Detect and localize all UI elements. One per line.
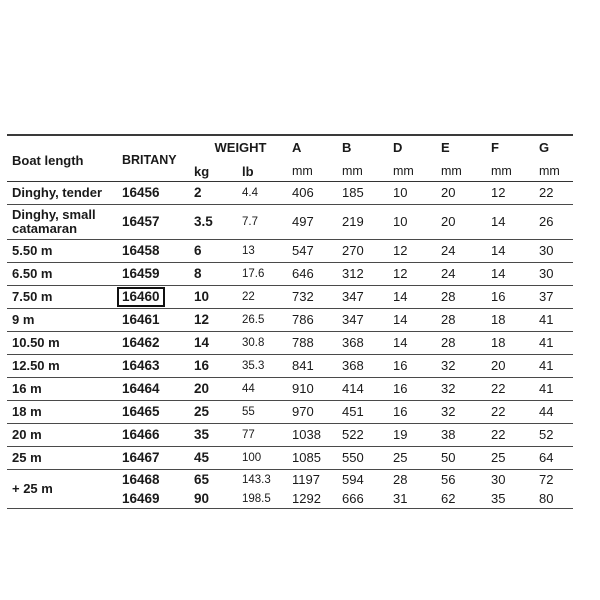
dimension-g-cell: 64 xyxy=(539,450,554,465)
britany-ref-cell: 16462 xyxy=(122,335,160,350)
dimension-a-cell: 786 xyxy=(292,312,314,327)
table-body xyxy=(7,182,573,509)
dimension-f-cell: 18 xyxy=(491,312,506,327)
boat-length-cell: 6.50 m xyxy=(12,266,53,281)
dimension-a-cell: 406 xyxy=(292,185,314,200)
weight-kg-cell: 10 xyxy=(194,289,210,304)
dimension-b-cell: 368 xyxy=(342,358,364,373)
boat-length-cell: 12.50 m xyxy=(12,358,60,373)
dimension-d-cell: 10 xyxy=(393,214,408,229)
dimension-f-cell: 22 xyxy=(491,381,506,396)
weight-kg-cell: 20 xyxy=(194,381,210,396)
table-row xyxy=(7,470,573,490)
dimension-g-cell: 80 xyxy=(539,490,554,506)
dimension-a-cell: 547 xyxy=(292,243,314,258)
britany-ref-cell: 16458 xyxy=(122,243,160,258)
dimension-f-cell: 14 xyxy=(491,243,506,258)
dimension-d-cell: 25 xyxy=(393,450,408,465)
britany-ref-cell: 16469 xyxy=(122,490,160,506)
dimension-e-cell: 62 xyxy=(441,490,456,506)
table-row xyxy=(7,286,573,309)
table-row xyxy=(7,263,573,286)
weight-lb-cell: 30.8 xyxy=(242,337,265,349)
table-row xyxy=(7,401,573,424)
dimension-e-cell: 24 xyxy=(441,243,456,258)
header-col-e: E xyxy=(441,140,450,155)
dimension-b-cell: 522 xyxy=(342,427,364,442)
boat-length-cell: Dinghy, small catamaran xyxy=(12,207,96,236)
highlighted-ref-box: 16460 xyxy=(117,287,165,307)
dimension-b-cell: 666 xyxy=(342,490,364,506)
table-row xyxy=(7,240,573,263)
dimension-e-cell: 56 xyxy=(441,471,456,487)
dimension-b-cell: 594 xyxy=(342,471,364,487)
dimension-f-cell: 14 xyxy=(491,214,506,229)
header-col-g: G xyxy=(539,140,550,155)
table-row xyxy=(7,332,573,355)
dimension-f-cell: 35 xyxy=(491,490,506,506)
weight-lb-cell: 100 xyxy=(242,452,262,464)
boat-length-cell: 20 m xyxy=(12,427,42,442)
dimension-g-cell: 72 xyxy=(539,471,554,487)
dimension-f-cell: 20 xyxy=(491,358,506,373)
dimension-b-cell: 550 xyxy=(342,450,364,465)
dimension-b-cell: 414 xyxy=(342,381,364,396)
weight-lb-cell: 7.7 xyxy=(242,216,258,228)
weight-lb-cell: 198.5 xyxy=(242,492,271,505)
weight-lb-cell: 26.5 xyxy=(242,314,265,326)
dimension-a-cell: 646 xyxy=(292,266,314,281)
dimension-b-cell: 312 xyxy=(342,266,364,281)
header-unit-d: mm xyxy=(393,164,414,178)
dimension-b-cell: 185 xyxy=(342,185,364,200)
dimension-g-cell: 41 xyxy=(539,312,554,327)
boat-length-cell: 5.50 m xyxy=(12,243,53,258)
dimension-a-cell: 1292 xyxy=(292,490,321,506)
dimension-f-cell: 22 xyxy=(491,404,506,419)
weight-lb-cell: 143.3 xyxy=(242,473,271,486)
boat-length-cell: 16 m xyxy=(12,381,42,396)
table-row xyxy=(7,205,573,240)
dimension-b-cell: 219 xyxy=(342,214,364,229)
header-col-a: A xyxy=(292,140,302,155)
dimension-a-cell: 970 xyxy=(292,404,314,419)
dimension-a-cell: 1197 xyxy=(292,471,320,487)
dimension-b-cell: 347 xyxy=(342,312,364,327)
britany-ref-cell: 16456 xyxy=(122,185,160,200)
dimension-d-cell: 12 xyxy=(393,243,408,258)
dimension-g-cell: 41 xyxy=(539,335,554,350)
britany-ref-cell: 16459 xyxy=(122,266,160,281)
dimension-e-cell: 32 xyxy=(441,358,456,373)
dimension-d-cell: 12 xyxy=(393,266,408,281)
britany-ref-cell: 16464 xyxy=(122,381,160,396)
weight-kg-cell: 12 xyxy=(194,312,210,327)
britany-ref-cell: 16463 xyxy=(122,358,160,373)
table-header xyxy=(7,135,573,182)
weight-kg-cell: 2 xyxy=(194,185,202,200)
dimension-g-cell: 41 xyxy=(539,381,554,396)
table-row xyxy=(7,424,573,447)
weight-lb-cell: 77 xyxy=(242,429,255,441)
boat-length-cell: + 25 m xyxy=(12,481,53,496)
dimension-d-cell: 28 xyxy=(393,471,408,487)
dimension-d-cell: 14 xyxy=(393,312,408,327)
header-col-f: F xyxy=(491,140,499,155)
anchor-spec-table xyxy=(7,134,573,509)
dimension-d-cell: 16 xyxy=(393,404,408,419)
weight-kg-cell: 8 xyxy=(194,266,202,281)
table-row xyxy=(7,378,573,401)
weight-kg-cell: 6 xyxy=(194,243,202,258)
dimension-g-cell: 30 xyxy=(539,243,554,258)
dimension-f-cell: 12 xyxy=(491,185,506,200)
weight-kg-cell: 14 xyxy=(194,335,210,350)
britany-ref-cell: 16467 xyxy=(122,450,160,465)
weight-lb-cell: 35.3 xyxy=(242,360,265,372)
boat-length-cell: 18 m xyxy=(12,404,42,419)
dimension-d-cell: 14 xyxy=(393,289,408,304)
boat-length-cell: 7.50 m xyxy=(12,289,53,304)
dimension-d-cell: 10 xyxy=(393,185,408,200)
britany-ref-cell: 16461 xyxy=(122,312,160,327)
britany-ref-cell xyxy=(117,286,189,309)
britany-ref-cell: 16468 xyxy=(122,471,160,487)
dimension-d-cell: 16 xyxy=(393,381,408,396)
dimension-d-cell: 19 xyxy=(393,427,408,442)
dimension-e-cell: 20 xyxy=(441,185,456,200)
dimension-e-cell: 20 xyxy=(441,214,456,229)
weight-lb-cell: 44 xyxy=(242,383,255,395)
weight-lb-cell: 4.4 xyxy=(242,187,258,199)
header-unit-f: mm xyxy=(491,164,512,178)
header-boat-length: Boat length xyxy=(12,153,84,168)
britany-ref-cell: 16466 xyxy=(122,427,160,442)
header-unit-b: mm xyxy=(342,164,363,178)
dimension-g-cell: 30 xyxy=(539,266,554,281)
dimension-a-cell: 910 xyxy=(292,381,314,396)
dimension-g-cell: 44 xyxy=(539,404,554,419)
weight-kg-cell: 35 xyxy=(194,427,210,442)
header-unit-e: mm xyxy=(441,164,462,178)
weight-lb-cell: 55 xyxy=(242,406,255,418)
dimension-f-cell: 22 xyxy=(491,427,506,442)
dimension-a-cell: 732 xyxy=(292,289,314,304)
dimension-g-cell: 26 xyxy=(539,214,554,229)
dimension-a-cell: 497 xyxy=(292,214,314,229)
dimension-d-cell: 31 xyxy=(393,490,408,506)
dimension-a-cell: 841 xyxy=(292,358,314,373)
dimension-g-cell: 22 xyxy=(539,185,554,200)
dimension-f-cell: 16 xyxy=(491,289,506,304)
dimension-a-cell: 1038 xyxy=(292,427,321,442)
table-row xyxy=(7,447,573,470)
header-lb: lb xyxy=(242,164,254,179)
dimension-b-cell: 451 xyxy=(342,404,364,419)
dimension-f-cell: 18 xyxy=(491,335,506,350)
weight-lb-cell: 13 xyxy=(242,245,255,257)
dimension-f-cell: 14 xyxy=(491,266,506,281)
dimension-e-cell: 32 xyxy=(441,381,456,396)
header-col-d: D xyxy=(393,140,403,155)
dimension-e-cell: 28 xyxy=(441,335,456,350)
table-row xyxy=(7,309,573,332)
dimension-e-cell: 28 xyxy=(441,289,456,304)
table-row xyxy=(7,355,573,378)
header-unit-g: mm xyxy=(539,164,560,178)
dimension-b-cell: 368 xyxy=(342,335,364,350)
header-unit-a: mm xyxy=(292,164,313,178)
weight-kg-cell: 25 xyxy=(194,404,210,419)
dimension-e-cell: 38 xyxy=(441,427,456,442)
britany-ref-cell: 16457 xyxy=(122,214,160,229)
dimension-e-cell: 50 xyxy=(441,450,456,465)
boat-length-cell: 9 m xyxy=(12,312,35,327)
dimension-a-cell: 788 xyxy=(292,335,314,350)
weight-lb-cell: 17.6 xyxy=(242,268,265,280)
header-britany: BRITANY xyxy=(122,153,177,167)
dimension-d-cell: 16 xyxy=(393,358,408,373)
dimension-f-cell: 25 xyxy=(491,450,506,465)
dimension-g-cell: 37 xyxy=(539,289,554,304)
boat-length-cell: 10.50 m xyxy=(12,335,60,350)
dimension-e-cell: 32 xyxy=(441,404,456,419)
dimension-g-cell: 41 xyxy=(539,358,554,373)
dimension-b-cell: 347 xyxy=(342,289,364,304)
weight-lb-cell: 22 xyxy=(242,291,255,303)
britany-ref-cell: 16465 xyxy=(122,404,160,419)
header-weight: WEIGHT xyxy=(214,140,267,155)
weight-kg-cell: 65 xyxy=(194,471,210,487)
boat-length-cell: 25 m xyxy=(12,450,42,465)
dimension-f-cell: 30 xyxy=(491,471,506,487)
header-col-b: B xyxy=(342,140,352,155)
dimension-d-cell: 14 xyxy=(393,335,408,350)
dimension-a-cell: 1085 xyxy=(292,450,321,465)
dimension-g-cell: 52 xyxy=(539,427,554,442)
dimension-b-cell: 270 xyxy=(342,243,364,258)
boat-length-cell: Dinghy, tender xyxy=(12,185,103,200)
header-kg: kg xyxy=(194,164,210,179)
dimension-e-cell: 24 xyxy=(441,266,456,281)
weight-kg-cell: 90 xyxy=(194,490,210,506)
weight-kg-cell: 16 xyxy=(194,358,210,373)
weight-kg-cell: 45 xyxy=(194,450,210,465)
weight-kg-cell: 3.5 xyxy=(194,214,213,229)
table-row xyxy=(7,182,573,205)
dimension-e-cell: 28 xyxy=(441,312,456,327)
